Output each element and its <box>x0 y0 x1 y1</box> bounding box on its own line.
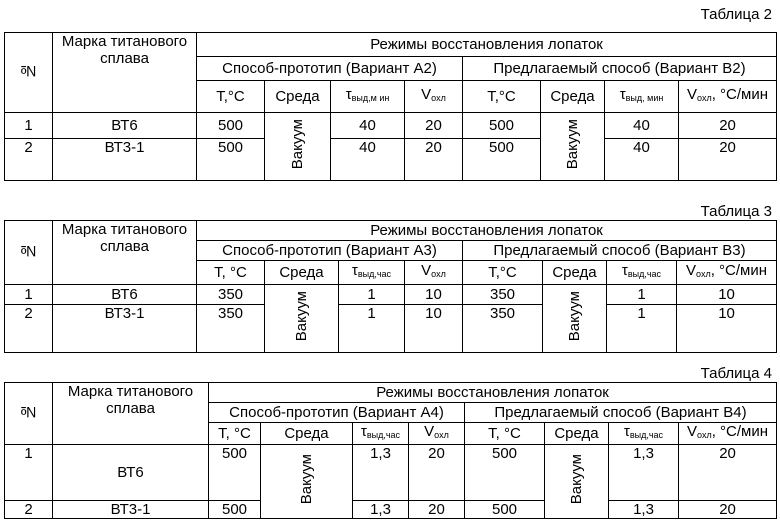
col-medium-b: Среда <box>543 261 607 285</box>
col-t-b: T,°C <box>463 81 541 113</box>
medium-cell-b <box>545 445 609 519</box>
col-t-a: T, °C <box>197 261 265 285</box>
v-subscript: охл <box>697 430 712 440</box>
variant-a-header: Способ-прототип (Вариант А2) <box>197 57 463 81</box>
row-t-b: 500 <box>463 113 541 139</box>
v-subscript: охл <box>431 269 446 279</box>
row-v-b: 10 <box>677 305 777 353</box>
row-t-b: 350 <box>463 305 543 353</box>
tau-symbol: τ <box>621 262 628 279</box>
tau-symbol: τ <box>345 86 352 103</box>
row-num: 2 <box>5 139 53 181</box>
row-tau-a: 1 <box>339 305 405 353</box>
row-num: 1 <box>5 285 53 305</box>
row-num: 2 <box>5 305 53 353</box>
row-t-a: 500 <box>209 501 261 519</box>
row-v-a: 20 <box>405 139 463 181</box>
row-tau-b: 1,3 <box>609 445 679 501</box>
row-t-a: 500 <box>197 139 265 181</box>
row-num: 1 <box>5 113 53 139</box>
row-alloy: ВТ6 <box>53 113 197 139</box>
tau-symbol: τ <box>351 262 358 279</box>
tau-subscript: выд, мин <box>625 93 664 103</box>
col-v-b <box>677 261 777 285</box>
v-symbol: V <box>686 262 697 279</box>
modes-header: Режимы восстановления лопаток <box>197 33 777 57</box>
col-medium-a: Среда <box>265 261 339 285</box>
variant-a-header: Способ-прототип (Вариант А3) <box>197 241 463 261</box>
row-v-b: 20 <box>679 139 777 181</box>
table-2 <box>4 32 777 181</box>
col-v-b <box>679 81 777 113</box>
table-4 <box>4 382 777 519</box>
col-tau-b <box>605 81 679 113</box>
col-v-a <box>409 423 465 445</box>
medium-cell-a <box>265 285 339 353</box>
row-v-a: 20 <box>409 445 465 501</box>
row-tau-b: 1 <box>607 285 677 305</box>
row-v-a: 20 <box>405 113 463 139</box>
medium-cell-b <box>543 285 607 353</box>
tau-symbol: τ <box>619 86 626 103</box>
row-tau-b: 40 <box>605 113 679 139</box>
row-alloy: ВТ6 <box>53 445 209 501</box>
row-tau-a: 1 <box>339 285 405 305</box>
col-tau-a <box>353 423 409 445</box>
modes-header: Режимы восстановления лопаток <box>209 383 777 403</box>
num-header: № <box>20 242 37 259</box>
table-3 <box>4 220 777 353</box>
v-subscript: охл <box>434 430 449 440</box>
tau-subscript: выд,час <box>627 269 662 279</box>
col-t-b: T, °C <box>465 423 545 445</box>
variant-b-header: Предлагаемый способ (Вариант В3) <box>463 241 777 261</box>
tau-subscript: выд,час <box>629 430 664 440</box>
row-num: 2 <box>5 501 53 519</box>
row-t-b: 500 <box>463 139 541 181</box>
row-t-b: 500 <box>465 501 545 519</box>
row-v-b: 20 <box>679 113 777 139</box>
col-v-a <box>405 81 463 113</box>
row-t-b: 350 <box>463 285 543 305</box>
col-v-b <box>679 423 777 445</box>
medium-value: Вакуум <box>293 291 310 342</box>
row-tau-b: 40 <box>605 139 679 181</box>
row-v-a: 10 <box>405 305 463 353</box>
row-v-a: 10 <box>405 285 463 305</box>
row-v-a: 20 <box>409 501 465 519</box>
v-unit: , °C/мин <box>711 86 769 103</box>
table-row <box>5 285 777 305</box>
row-tau-a: 40 <box>331 113 405 139</box>
num-header: № <box>20 62 37 79</box>
table-caption: Таблица 4 <box>700 365 772 382</box>
row-v-b: 10 <box>677 285 777 305</box>
medium-value: Вакуум <box>298 454 315 505</box>
table-row <box>5 113 777 139</box>
num-header-cell <box>5 383 53 445</box>
tau-subscript: выд,час <box>366 430 401 440</box>
row-alloy: ВТ6 <box>53 285 197 305</box>
col-medium-b: Среда <box>545 423 609 445</box>
row-tau-a: 1,3 <box>353 445 409 501</box>
table-caption: Таблица 3 <box>700 203 772 220</box>
table-caption: Таблица 2 <box>700 6 772 23</box>
v-symbol: V <box>687 86 698 103</box>
medium-value: Вакуум <box>566 291 583 342</box>
row-t-a: 350 <box>197 285 265 305</box>
row-tau-b: 1,3 <box>609 501 679 519</box>
modes-header: Режимы восстановления лопаток <box>197 221 777 241</box>
v-subscript: охл <box>431 93 446 103</box>
table-row <box>5 501 777 519</box>
col-medium-a: Среда <box>261 423 353 445</box>
medium-value: Вакуум <box>564 119 581 170</box>
v-subscript: охл <box>696 269 711 279</box>
v-unit: , °C/мин <box>711 423 769 440</box>
v-symbol: V <box>687 423 698 440</box>
row-tau-a: 40 <box>331 139 405 181</box>
variant-b-header: Предлагаемый способ (Вариант В2) <box>463 57 777 81</box>
col-medium-a: Среда <box>265 81 331 113</box>
row-v-b: 20 <box>679 445 777 501</box>
medium-cell-a <box>265 113 331 181</box>
row-t-a: 500 <box>209 445 261 501</box>
col-t-b: T,°C <box>463 261 543 285</box>
col-t-a: T,°C <box>197 81 265 113</box>
v-symbol: V <box>421 262 432 279</box>
col-tau-a <box>339 261 405 285</box>
medium-cell-b <box>541 113 605 181</box>
row-t-b: 500 <box>465 445 545 501</box>
tau-symbol: τ <box>623 423 630 440</box>
v-subscript: охл <box>697 93 712 103</box>
alloy-header: Марка титанового сплава <box>53 33 197 113</box>
alloy-header: Марка титанового сплава <box>53 383 209 445</box>
col-t-a: T, °C <box>209 423 261 445</box>
v-symbol: V <box>421 86 432 103</box>
row-t-a: 350 <box>197 305 265 353</box>
row-alloy: ВТ3-1 <box>53 305 197 353</box>
col-v-a <box>405 261 463 285</box>
alloy-header: Марка титанового сплава <box>53 221 197 285</box>
row-alloy: ВТ3-1 <box>53 501 209 519</box>
col-tau-a <box>331 81 405 113</box>
num-header-cell <box>5 221 53 285</box>
variant-b-header: Предлагаемый способ (Вариант В4) <box>465 403 777 423</box>
variant-a-header: Способ-прототип (Вариант А4) <box>209 403 465 423</box>
table-row <box>5 445 777 501</box>
row-num: 1 <box>5 445 53 501</box>
table-row <box>5 305 777 353</box>
col-medium-b: Среда <box>541 81 605 113</box>
row-v-b: 20 <box>679 501 777 519</box>
v-symbol: V <box>424 423 435 440</box>
medium-cell-a <box>261 445 353 519</box>
num-header-cell <box>5 33 53 113</box>
row-alloy: ВТ3-1 <box>53 139 197 181</box>
tau-symbol: τ <box>360 423 367 440</box>
row-t-a: 500 <box>197 113 265 139</box>
medium-value: Вакуум <box>568 454 585 505</box>
tau-subscript: выд,м ин <box>351 93 390 103</box>
v-unit: , °C/мин <box>710 262 768 279</box>
num-header: № <box>20 403 37 420</box>
table-row <box>5 139 777 181</box>
row-tau-b: 1 <box>607 305 677 353</box>
tau-subscript: выд,час <box>357 269 392 279</box>
row-tau-a: 1,3 <box>353 501 409 519</box>
medium-value: Вакуум <box>289 119 306 170</box>
col-tau-b <box>607 261 677 285</box>
col-tau-b <box>609 423 679 445</box>
